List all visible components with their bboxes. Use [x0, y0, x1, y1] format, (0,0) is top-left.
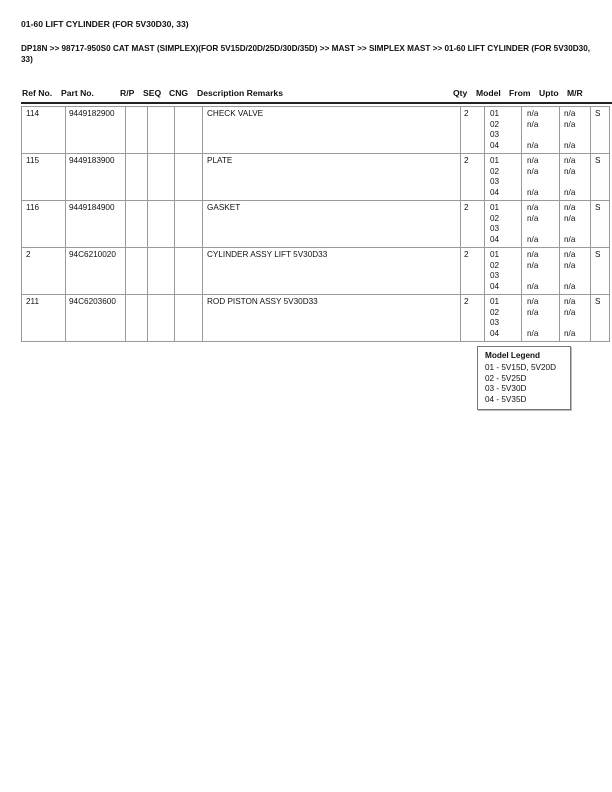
cell-line: n/a — [527, 156, 539, 165]
header-part-no: Part No. — [61, 88, 94, 98]
cell-line: 03 — [490, 318, 500, 327]
part-no-cell: 9449184900 — [66, 201, 126, 248]
legend-title: Model Legend — [485, 351, 541, 360]
cell-line — [527, 177, 559, 188]
seq-cell — [148, 295, 175, 342]
cng-cell — [175, 154, 203, 201]
part-no-cell: 9449183900 — [66, 154, 126, 201]
description-cell: CHECK VALVE — [203, 107, 461, 154]
header-description: Description Remarks — [197, 88, 283, 98]
mr-cell: S — [591, 201, 610, 248]
cell-line: 04 — [490, 281, 500, 291]
cell-line — [527, 318, 559, 329]
mr-cell: S — [591, 295, 610, 342]
model-legend — [477, 346, 571, 410]
rp-cell — [126, 154, 148, 201]
from-cell — [522, 154, 560, 201]
cell-line: n/a — [527, 250, 539, 259]
legend-item: 01 - 5V15D, 5V20D — [485, 363, 557, 372]
cell-line: n/a — [564, 140, 576, 150]
rp-cell — [126, 248, 148, 295]
page-title: 01-60 LIFT CYLINDER (FOR 5V30D30, 33) — [21, 19, 189, 29]
part-no-cell: 94C6203600 — [66, 295, 126, 342]
cell-line: n/a — [564, 307, 576, 317]
cell-line: n/a — [564, 281, 576, 291]
description-cell: ROD PISTON ASSY 5V30D33 — [203, 295, 461, 342]
cell-line — [564, 130, 590, 141]
cell-line: n/a — [564, 328, 576, 338]
rp-cell — [126, 201, 148, 248]
cell-line — [527, 224, 559, 235]
cell-line: 02 — [490, 119, 500, 129]
table-row — [22, 201, 610, 248]
cell-line: n/a — [527, 109, 539, 118]
header-ref-no: Ref No. — [22, 88, 53, 98]
cell-line: 01 — [490, 109, 500, 118]
header-model: Model — [476, 88, 501, 98]
seq-cell — [148, 107, 175, 154]
table-row — [22, 248, 610, 295]
cell-line: n/a — [527, 119, 539, 129]
model-cell — [485, 107, 522, 154]
cell-line: 01 — [490, 203, 500, 212]
ref-no-cell: 2 — [22, 248, 66, 295]
mr-cell: S — [591, 154, 610, 201]
legend-item: 04 - 5V35D — [485, 394, 527, 404]
cell-line: 01 — [490, 156, 500, 165]
cell-line — [527, 271, 559, 282]
upto-cell — [560, 295, 591, 342]
cell-line: n/a — [564, 187, 576, 197]
cell-line: n/a — [527, 328, 539, 338]
table-row — [22, 154, 610, 201]
seq-cell — [148, 154, 175, 201]
cell-line — [564, 318, 590, 329]
qty-cell: 2 — [461, 201, 485, 248]
qty-cell: 2 — [461, 154, 485, 201]
cell-line — [527, 130, 559, 141]
from-cell — [522, 248, 560, 295]
table-row — [22, 107, 610, 154]
description-cell: GASKET — [203, 201, 461, 248]
model-cell — [485, 201, 522, 248]
description-cell: PLATE — [203, 154, 461, 201]
cng-cell — [175, 107, 203, 154]
cell-line: 02 — [490, 260, 500, 270]
cell-line: 03 — [490, 224, 500, 233]
cell-line: n/a — [527, 281, 539, 291]
cell-line: n/a — [564, 109, 576, 118]
cell-line: n/a — [527, 187, 539, 197]
from-cell — [522, 107, 560, 154]
cell-line: 03 — [490, 130, 500, 139]
cng-cell — [175, 295, 203, 342]
table-row — [22, 295, 610, 342]
part-no-cell: 9449182900 — [66, 107, 126, 154]
breadcrumb: DP18N >> 98717-950S0 CAT MAST (SIMPLEX)(FOR 5V15D/20D/25D/30D/35D) >> MAST >> SIMPLEX MAST >> 01-60 LIFT CYLINDER (FOR 5V30D30, 33) — [21, 44, 591, 64]
cell-line: n/a — [527, 166, 539, 176]
cell-line: n/a — [527, 213, 539, 223]
cell-line: 01 — [490, 250, 500, 259]
mr-cell: S — [591, 107, 610, 154]
upto-cell — [560, 107, 591, 154]
cell-line: 02 — [490, 307, 500, 317]
cell-line — [564, 271, 590, 282]
cell-line: n/a — [527, 234, 539, 244]
header-from: From — [509, 88, 531, 98]
cell-line: n/a — [527, 260, 539, 270]
part-no-cell: 94C6210020 — [66, 248, 126, 295]
qty-cell: 2 — [461, 295, 485, 342]
cell-line: 02 — [490, 213, 500, 223]
legend-item: 03 - 5V30D — [485, 384, 527, 393]
ref-no-cell: 116 — [22, 201, 66, 248]
cell-line: n/a — [527, 297, 539, 306]
qty-cell: 2 — [461, 107, 485, 154]
cell-line: 04 — [490, 187, 500, 197]
cell-line: 02 — [490, 166, 500, 176]
cell-line: n/a — [527, 203, 539, 212]
model-cell — [485, 154, 522, 201]
parts-table — [21, 106, 610, 342]
upto-cell — [560, 248, 591, 295]
rp-cell — [126, 107, 148, 154]
model-cell — [485, 248, 522, 295]
description-cell: CYLINDER ASSY LIFT 5V30D33 — [203, 248, 461, 295]
ref-no-cell: 211 — [22, 295, 66, 342]
cell-line: 01 — [490, 297, 500, 306]
cell-line: n/a — [527, 140, 539, 150]
upto-cell — [560, 154, 591, 201]
header-cng: CNG — [169, 88, 189, 98]
header-qty: Qty — [453, 88, 468, 98]
cell-line: n/a — [564, 156, 576, 165]
cell-line — [564, 177, 590, 188]
cell-line: n/a — [564, 119, 576, 129]
mr-cell: S — [591, 248, 610, 295]
cell-line: 04 — [490, 328, 500, 338]
cell-line — [564, 224, 590, 235]
qty-cell: 2 — [461, 248, 485, 295]
seq-cell — [148, 201, 175, 248]
from-cell — [522, 201, 560, 248]
cell-line: 04 — [490, 140, 500, 150]
header-mr: M/R — [567, 88, 583, 98]
header-upto: Upto — [539, 88, 559, 98]
header-rp: R/P — [120, 88, 135, 98]
cell-line: n/a — [564, 297, 576, 306]
cell-line: n/a — [564, 250, 576, 259]
cell-line: n/a — [564, 213, 576, 223]
rp-cell — [126, 295, 148, 342]
model-cell — [485, 295, 522, 342]
cell-line: n/a — [527, 307, 539, 317]
cell-line: 03 — [490, 271, 500, 280]
header-divider — [21, 102, 612, 104]
cell-line: 04 — [490, 234, 500, 244]
cell-line: n/a — [564, 260, 576, 270]
header-seq: SEQ — [143, 88, 162, 98]
ref-no-cell: 114 — [22, 107, 66, 154]
cell-line: n/a — [564, 234, 576, 244]
upto-cell — [560, 201, 591, 248]
cng-cell — [175, 248, 203, 295]
seq-cell — [148, 248, 175, 295]
cng-cell — [175, 201, 203, 248]
from-cell — [522, 295, 560, 342]
ref-no-cell: 115 — [22, 154, 66, 201]
cell-line: n/a — [564, 203, 576, 212]
cell-line: n/a — [564, 166, 576, 176]
cell-line: 03 — [490, 177, 500, 186]
legend-item: 02 - 5V25D — [485, 373, 527, 383]
